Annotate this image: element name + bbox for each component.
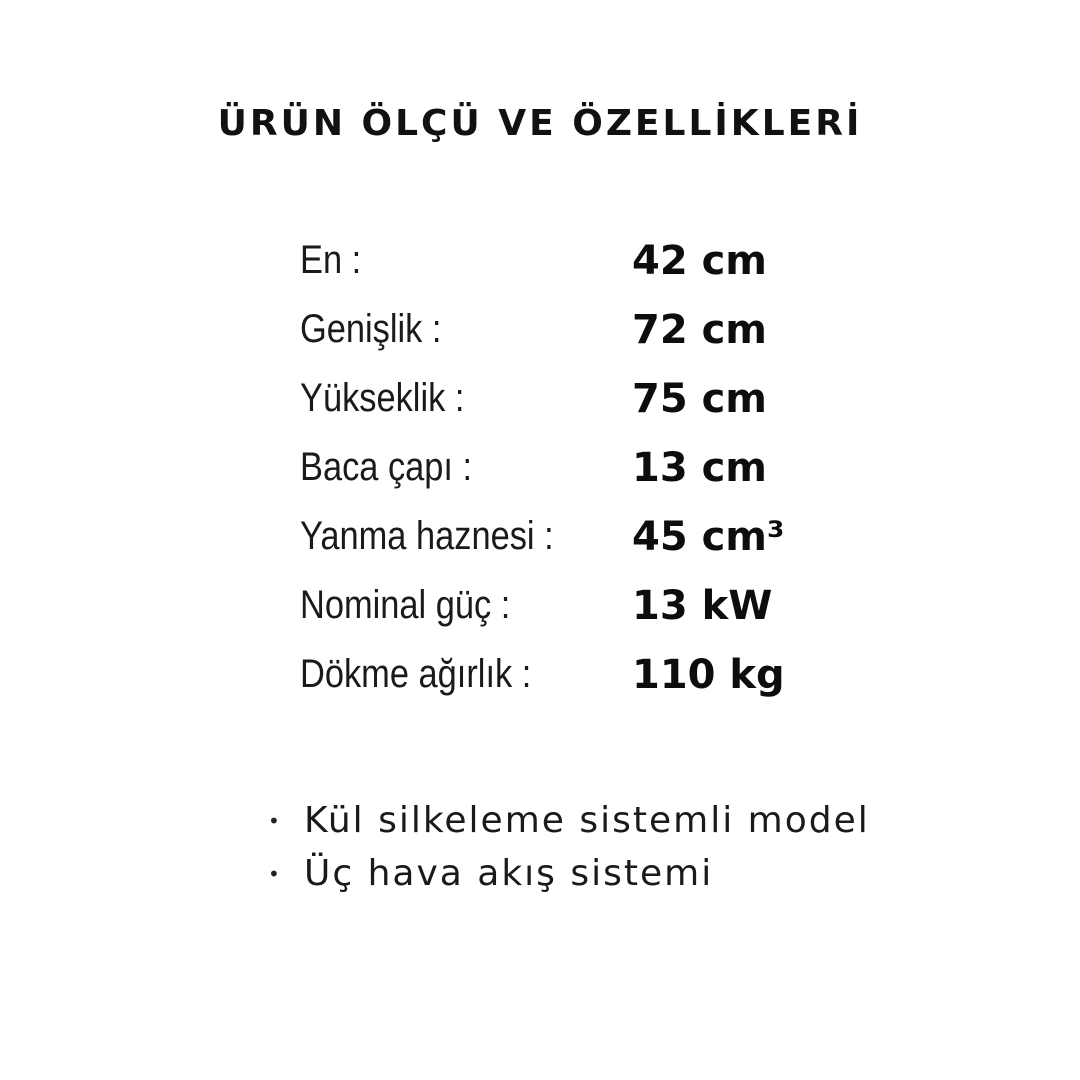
page-title: ÜRÜN ÖLÇÜ VE ÖZELLİKLERİ	[217, 103, 863, 144]
spec-label: Yükseklik :	[300, 376, 465, 420]
feature-list	[268, 794, 968, 900]
spec-label: Nominal güç :	[300, 583, 511, 627]
spec-row-nominal-power	[300, 571, 860, 640]
spec-label: Dökme ağırlık :	[300, 652, 532, 696]
list-item	[268, 794, 968, 847]
bullet-icon: •	[268, 808, 280, 833]
spec-value: 13 kW	[632, 582, 773, 629]
feature-text: Üç hava akış sistemi	[304, 853, 714, 894]
spec-value: 13 cm	[632, 444, 767, 491]
bullet-icon: •	[268, 861, 280, 886]
feature-text: Kül silkeleme sistemli model	[304, 800, 870, 841]
spec-value: 42 cm	[632, 237, 767, 284]
spec-label: Yanma haznesi :	[300, 514, 554, 558]
spec-row-height	[300, 364, 860, 433]
spec-label: Baca çapı :	[300, 445, 473, 489]
spec-label: En :	[300, 238, 362, 282]
spec-row-breadth	[300, 295, 860, 364]
spec-label: Genişlik :	[300, 307, 442, 351]
spec-value: 72 cm	[632, 306, 767, 353]
spec-row-combustion-chamber	[300, 502, 860, 571]
spec-value: 75 cm	[632, 375, 767, 422]
list-item	[268, 847, 968, 900]
specs-table	[300, 226, 860, 709]
spec-row-width	[300, 226, 860, 295]
spec-row-cast-weight	[300, 640, 860, 709]
spec-row-flue-diameter	[300, 433, 860, 502]
spec-value: 45 cm³	[632, 513, 785, 560]
spec-value: 110 kg	[632, 651, 785, 698]
